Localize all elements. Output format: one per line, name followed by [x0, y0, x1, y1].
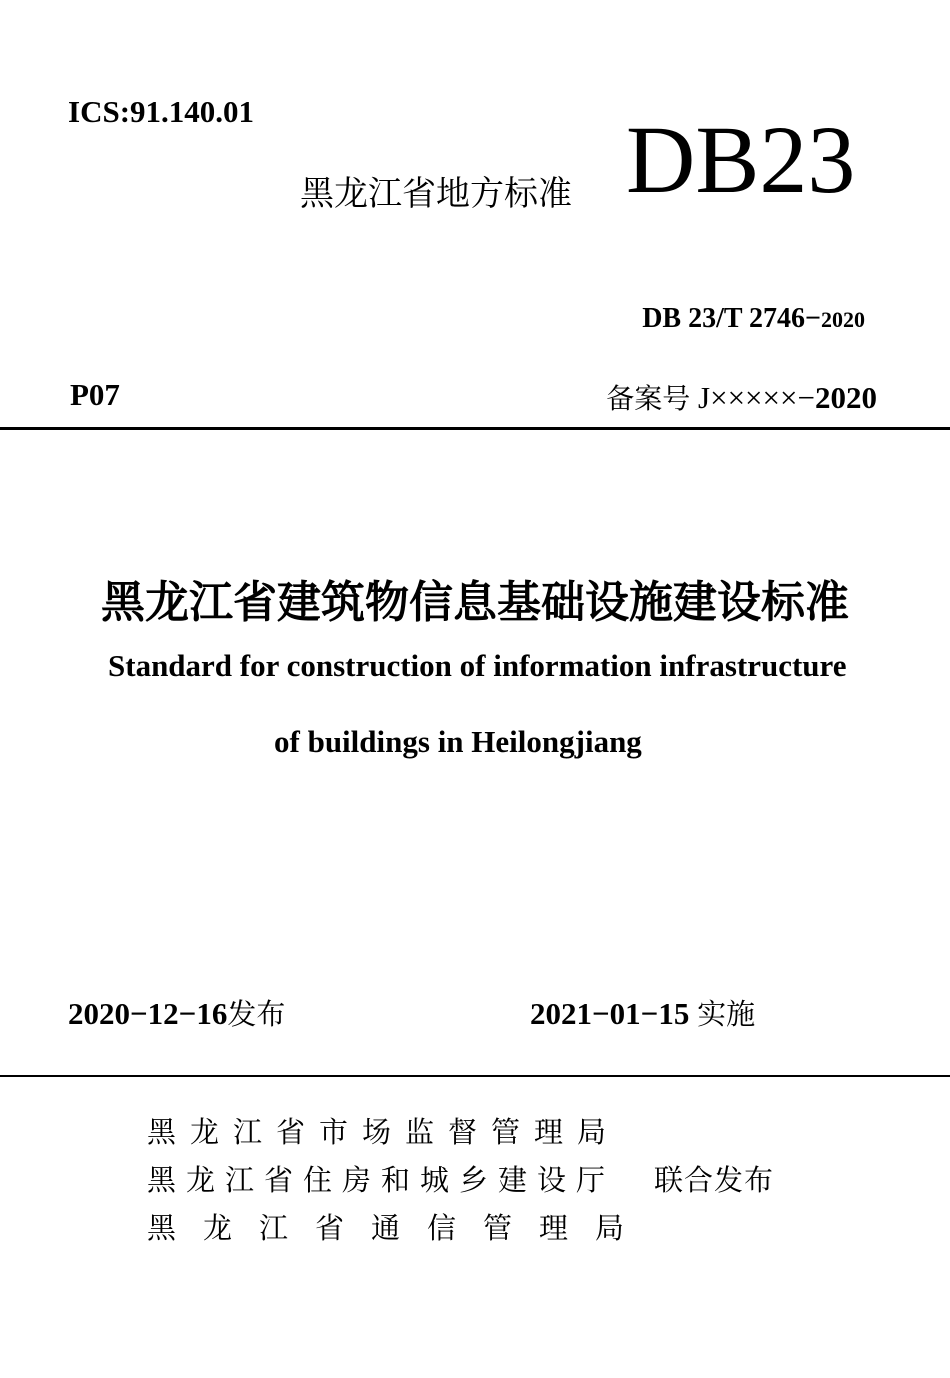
title-english-line1: Standard for construction of information infrastructure [108, 648, 847, 683]
implement-date: 2021−01−15 [530, 996, 690, 1031]
joint-issue-label: 联合发布 [654, 1163, 775, 1197]
filing-code: J×××××− [698, 380, 815, 415]
top-divider [0, 427, 950, 430]
db-code: DB23 [626, 106, 856, 213]
title-chinese: 黑龙江省建筑物信息基础设施建设标准 [101, 577, 849, 628]
issue-date: 2020−12−16 [68, 996, 228, 1031]
implement-date-block [530, 992, 755, 1033]
filing-label: 备案号 [606, 382, 691, 415]
issuer-market-supervision: 黑龙江省市场监督管理局 [147, 1115, 621, 1149]
issue-date-block [68, 992, 285, 1033]
filing-year: 2020 [815, 380, 877, 415]
ccs-code: P07 [70, 377, 120, 412]
implement-word: 实施 [697, 997, 756, 1031]
ics-code: ICS:91.140.01 [68, 94, 255, 129]
local-standard-label: 黑龙江省地方标准 [300, 174, 572, 214]
title-english-line2: of buildings in Heilongjiang [274, 724, 642, 759]
standard-number [642, 303, 865, 335]
standard-number-main: DB 23/T 2746− [642, 303, 821, 334]
issuer-housing-construction: 黑龙江省住房和城乡建设厅 [147, 1163, 616, 1197]
bottom-divider [0, 1075, 950, 1077]
standard-number-year: 2020 [821, 307, 865, 332]
issue-word: 发布 [227, 997, 286, 1031]
issuer-communications: 黑龙江省通信管理局 [147, 1211, 652, 1245]
filing-number [606, 377, 877, 417]
